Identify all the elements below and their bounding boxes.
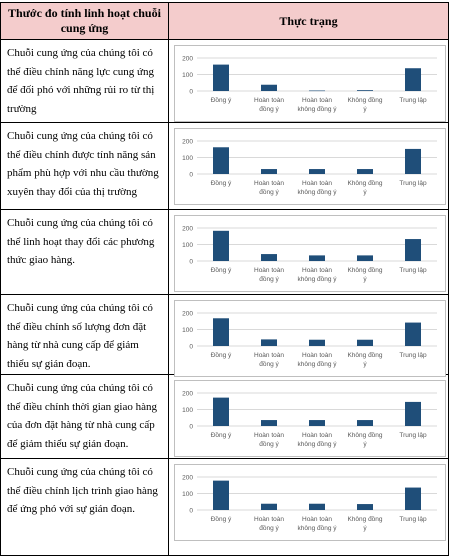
- x-tick-label: Không đồng ý: [347, 97, 383, 113]
- y-tick-label: 100: [182, 242, 193, 249]
- status-cell: [169, 295, 449, 375]
- x-tick-label: Hoàn toàn đồng ý: [254, 516, 284, 532]
- y-tick-label: 0: [189, 507, 193, 515]
- chart-bar: [261, 254, 277, 261]
- criteria-cell: Chuỗi cung ứng của chúng tôi có thể linh hoạt thay đổi các phương thức giao hàng.: [1, 210, 169, 295]
- chart-bar: [405, 402, 421, 426]
- status-chart: [175, 465, 445, 540]
- chart-bar: [357, 504, 373, 510]
- x-tick-label: Đồng ý: [210, 516, 232, 523]
- chart-bar: [357, 90, 373, 91]
- status-cell: [169, 210, 449, 295]
- x-tick-label: Trung lập: [399, 180, 427, 187]
- chart-bar: [213, 318, 229, 346]
- table-row: [1, 459, 449, 556]
- table-row: [1, 295, 449, 375]
- x-tick-label: Hoàn toàn đồng ý: [254, 352, 284, 368]
- chart-bar: [309, 340, 325, 346]
- chart-bar: [261, 339, 277, 346]
- chart-bar: [213, 481, 229, 510]
- x-tick-label: Không đồng ý: [347, 516, 383, 532]
- status-chart: [175, 129, 445, 204]
- y-tick-label: 0: [189, 423, 193, 431]
- status-chart: [175, 216, 445, 291]
- chart-bar: [357, 420, 373, 426]
- chart-bar: [309, 169, 325, 174]
- criteria-cell: Chuỗi cung ứng của chúng tôi có thể điều chỉnh được tính năng sản phẩm phù hợp với nhu cầu thường xuyên thay đổi của thị trường: [1, 123, 169, 210]
- x-tick-label: Hoàn toàn đồng ý: [254, 267, 284, 283]
- y-tick-label: 100: [182, 155, 193, 162]
- x-tick-label: Trung lập: [399, 432, 427, 439]
- chart-bar: [213, 398, 229, 426]
- x-tick-label: Hoàn toàn không đồng ý: [297, 352, 337, 368]
- x-tick-label: Trung lập: [399, 97, 427, 104]
- x-tick-label: Hoàn toàn không đồng ý: [297, 516, 337, 532]
- chart-bar: [405, 239, 421, 261]
- chart-bar: [261, 85, 277, 91]
- table-row: [1, 375, 449, 459]
- flexibility-table: [0, 2, 449, 556]
- criteria-cell: Chuỗi cung ứng của chúng tôi có thể điều chỉnh lịch trình giao hàng để ứng phó với sự gián đoạn.: [1, 459, 169, 556]
- x-tick-label: Trung lập: [399, 352, 427, 359]
- table-row: [1, 210, 449, 295]
- x-tick-label: Đồng ý: [210, 267, 232, 274]
- y-tick-label: 100: [182, 407, 193, 414]
- status-chart: [175, 46, 445, 121]
- chart-bar: [309, 504, 325, 510]
- status-cell: [169, 375, 449, 459]
- y-tick-label: 200: [182, 225, 193, 233]
- chart-bar: [261, 169, 277, 174]
- y-tick-label: 100: [182, 327, 193, 334]
- chart-bar: [405, 68, 421, 91]
- x-tick-label: Đồng ý: [210, 352, 232, 359]
- chart-bar: [213, 231, 229, 261]
- y-tick-label: 0: [189, 343, 193, 351]
- criteria-cell: Chuỗi cung ứng của chúng tôi có thể điều chỉnh thời gian giao hàng của đơn đặt hàng từ nhà cung cấp để giảm thiểu sự gián đoạn.: [1, 375, 169, 459]
- chart-frame: [174, 464, 446, 541]
- chart-frame: [174, 300, 446, 377]
- criteria-cell: Chuỗi cung ứng của chúng tôi có thể điều chỉnh số lượng đơn đặt hàng từ nhà cung cấp để giảm thiểu sự gián đoạn.: [1, 295, 169, 375]
- x-tick-label: Hoàn toàn đồng ý: [254, 97, 284, 113]
- chart-frame: [174, 380, 446, 457]
- x-tick-label: Đồng ý: [210, 432, 232, 439]
- y-tick-label: 100: [182, 72, 193, 79]
- x-tick-label: Không đồng ý: [347, 267, 383, 283]
- chart-bar: [405, 323, 421, 346]
- x-tick-label: Không đồng ý: [347, 180, 383, 196]
- x-tick-label: Hoàn toàn không đồng ý: [297, 180, 337, 196]
- status-cell: [169, 40, 449, 123]
- chart-frame: [174, 215, 446, 292]
- chart-bar: [261, 504, 277, 510]
- x-tick-label: Trung lập: [399, 516, 427, 523]
- table-row: [1, 123, 449, 210]
- status-chart: [175, 381, 445, 456]
- criteria-cell: Chuỗi cung ứng của chúng tôi có thể điều chỉnh năng lực cung ứng để đối phó với những rủi ro từ thị trường: [1, 40, 169, 123]
- table-row: [1, 40, 449, 123]
- chart-bar: [213, 65, 229, 91]
- table-header-row: [1, 3, 449, 40]
- chart-frame: [174, 128, 446, 205]
- header-status: Thực trạng: [169, 3, 449, 40]
- chart-bar: [213, 147, 229, 174]
- y-tick-label: 200: [182, 474, 193, 482]
- chart-frame: [174, 45, 446, 122]
- x-tick-label: Đồng ý: [210, 97, 232, 104]
- chart-bar: [405, 488, 421, 510]
- y-tick-label: 200: [182, 55, 193, 63]
- x-tick-label: Đồng ý: [210, 180, 232, 187]
- status-cell: [169, 123, 449, 210]
- y-tick-label: 0: [189, 258, 193, 266]
- status-cell: [169, 459, 449, 556]
- chart-bar: [357, 340, 373, 346]
- chart-bar: [309, 255, 325, 261]
- y-tick-label: 200: [182, 138, 193, 146]
- status-chart: [175, 301, 445, 376]
- x-tick-label: Trung lập: [399, 267, 427, 274]
- x-tick-label: Hoàn toàn không đồng ý: [297, 432, 337, 448]
- x-tick-label: Không đồng ý: [347, 432, 383, 448]
- chart-bar: [309, 91, 325, 92]
- y-tick-label: 200: [182, 390, 193, 398]
- chart-bar: [405, 149, 421, 174]
- header-criteria: Thước đo tính linh hoạt chuỗi cung ứng: [1, 3, 169, 40]
- chart-bar: [309, 420, 325, 426]
- x-tick-label: Hoàn toàn đồng ý: [254, 432, 284, 448]
- y-tick-label: 0: [189, 171, 193, 179]
- chart-bar: [357, 255, 373, 261]
- y-tick-label: 100: [182, 491, 193, 498]
- x-tick-label: Hoàn toàn đồng ý: [254, 180, 284, 196]
- y-tick-label: 0: [189, 88, 193, 96]
- x-tick-label: Hoàn toàn không đồng ý: [297, 97, 337, 113]
- chart-bar: [357, 169, 373, 174]
- x-tick-label: Không đồng ý: [347, 352, 383, 368]
- y-tick-label: 200: [182, 310, 193, 318]
- x-tick-label: Hoàn toàn không đồng ý: [297, 267, 337, 283]
- chart-bar: [261, 420, 277, 426]
